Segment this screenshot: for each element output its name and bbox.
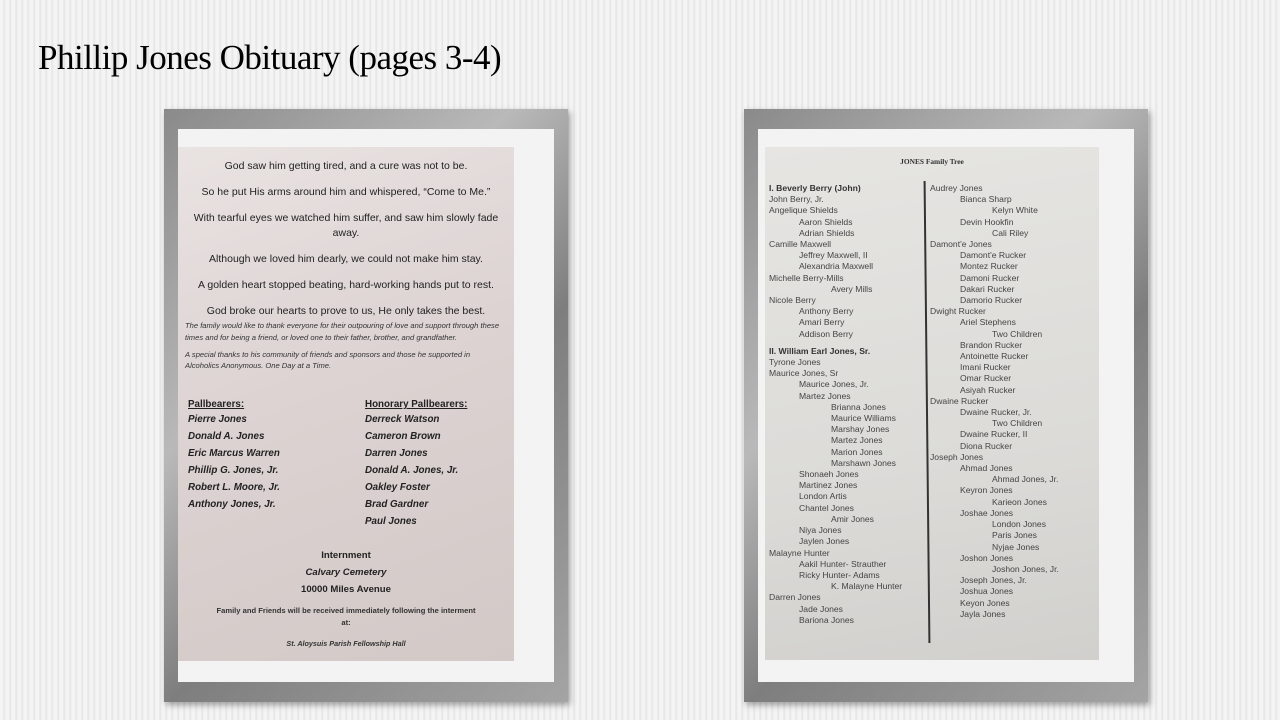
family-tree-entry: Kelyn White: [992, 205, 1038, 216]
family-tree-entry: Camille Maxwell: [769, 239, 832, 250]
thanks-paragraph: The family would like to thank everyone for their outpouring of love and support through these times and for being a friend, or loved one to their father, brother, and grandfather.: [185, 321, 500, 342]
honorary-pallbearers-heading: Honorary Pallbearers:: [365, 399, 468, 410]
family-tree-entry: Shonaeh Jones: [799, 469, 859, 480]
family-tree-entry: Keyron Jones: [960, 485, 1013, 496]
honorary-pallbearer-name: Cameron Brown: [365, 431, 441, 442]
pallbearers-heading: Pallbearers:: [188, 399, 245, 410]
family-tree-entry: Martinez Jones: [799, 480, 858, 491]
family-tree-entry: Ahmad Jones, Jr.: [992, 474, 1059, 485]
family-tree-entry: Dwaine Rucker, Jr.: [960, 407, 1032, 418]
family-tree-entry: Keyon Jones: [960, 597, 1010, 608]
family-tree-entry: Joseph Jones, Jr.: [960, 575, 1027, 586]
family-tree-entry: Jayla Jones: [960, 608, 1006, 619]
obituary-page-3-photo: [178, 147, 514, 661]
cemetery-name: Calvary Cemetery: [305, 567, 387, 578]
family-tree-entry: Two Children: [992, 418, 1043, 429]
family-tree-entry: Brandon Rucker: [960, 339, 1023, 350]
family-tree-entry: Bariona Jones: [799, 614, 854, 625]
reception-notice: [178, 605, 514, 628]
family-tree-entry: Joseph Jones: [930, 451, 984, 462]
family-tree-entry: Damont'e Rucker: [960, 250, 1027, 261]
family-tree-entry: Marshay Jones: [831, 424, 890, 435]
family-tree-entry: Paris Jones: [992, 530, 1037, 541]
family-tree-entry: Two Children: [992, 328, 1043, 339]
family-tree-entry: Damoni Rucker: [960, 272, 1020, 283]
family-tree-entry: Darren Jones: [769, 592, 821, 603]
family-tree-entry: Omar Rucker: [960, 373, 1012, 384]
family-tree-entry: K. Malayne Hunter: [831, 581, 903, 592]
family-tree-entry: Antoinette Rucker: [960, 351, 1029, 362]
family-tree-entry: Michelle Berry-Mills: [769, 272, 844, 283]
family-tree-entry: Joshae Jones: [960, 507, 1014, 518]
acknowledgements: [185, 320, 505, 377]
reception-venue: St. Aloysuis Parish Fellowship Hall: [286, 639, 406, 648]
internment-block: [178, 547, 514, 598]
pallbearers-list: [188, 399, 280, 516]
family-tree-entry: Niya Jones: [799, 525, 842, 536]
pallbearer-name: Pierre Jones: [188, 414, 247, 425]
family-tree-entry: Aakil Hunter- Strauther: [799, 558, 887, 569]
family-tree-entry: Marion Jones: [831, 446, 883, 457]
family-tree-entry: Jade Jones: [799, 603, 843, 614]
family-tree-entry: London Artis: [799, 491, 847, 502]
family-tree-entry: Amari Berry: [799, 317, 845, 328]
family-tree-entry: Devin Hookfin: [960, 216, 1014, 227]
family-tree-title: JONES Family Tree: [900, 157, 964, 166]
family-tree-entry: I. Beverly Berry (John): [769, 183, 861, 193]
family-tree-entry: Jaylen Jones: [799, 536, 850, 547]
family-tree-entry: Adrian Shields: [799, 227, 855, 238]
family-tree-entry: Alexandria Maxwell: [799, 261, 874, 272]
family-tree-entry: Damorio Rucker: [960, 295, 1023, 306]
family-tree-column-2: [930, 183, 1059, 620]
family-tree-entry: Nyjae Jones: [992, 541, 1040, 552]
honorary-pallbearers-list: [365, 399, 467, 533]
honorary-pallbearer-name: Oakley Foster: [365, 482, 430, 493]
pallbearer-name: Eric Marcus Warren: [188, 448, 280, 459]
reception-line: Family and Friends will be received immediately following the interment: [216, 606, 476, 615]
honorary-pallbearer-name: Derreck Watson: [365, 414, 440, 425]
family-tree-column-1: [769, 183, 902, 626]
internment-label: Internment: [321, 550, 371, 561]
honorary-pallbearer-name: Donald A. Jones, Jr.: [365, 465, 459, 476]
cemetery-address: 10000 Miles Avenue: [301, 584, 391, 595]
family-tree-entry: John Berry, Jr.: [769, 194, 824, 205]
reception-at: at:: [341, 617, 351, 627]
family-tree-entry: Dwaine Rucker, II: [960, 429, 1028, 440]
family-tree-entry: Malayne Hunter: [769, 547, 830, 558]
slide-title: Phillip Jones Obituary (pages 3-4): [38, 38, 502, 77]
family-tree-entry: Maurice Jones, Jr.: [799, 379, 869, 390]
poem-line: A golden heart stopped beating, hard-working hands put to rest.: [198, 278, 494, 291]
family-tree-entry: Marshawn Jones: [831, 457, 896, 468]
family-tree-entry: Karieon Jones: [992, 496, 1047, 507]
family-tree-entry: Joshua Jones: [960, 586, 1014, 597]
honorary-pallbearer-name: Paul Jones: [365, 516, 417, 527]
family-tree-photo: [765, 147, 1099, 660]
honorary-pallbearer-name: Brad Gardner: [365, 499, 429, 510]
family-tree-entry: Avery Mills: [831, 283, 873, 294]
obituary-page-3-frame: [164, 109, 568, 702]
family-tree-entry: Bianca Sharp: [960, 194, 1012, 205]
family-tree-entry: Ricky Hunter- Adams: [799, 569, 880, 580]
family-tree-entry: Damont'e Jones: [930, 239, 992, 250]
poem-line: With tearful eyes we watched him suffer, and saw him slowly fade away.: [193, 211, 499, 240]
pallbearer-name: Donald A. Jones: [188, 431, 265, 442]
family-tree-entry: II. William Earl Jones, Sr.: [769, 345, 871, 356]
pallbearer-name: Anthony Jones, Jr.: [188, 499, 276, 510]
pallbearer-name: Phillip G. Jones, Jr.: [188, 465, 279, 476]
poem: [178, 159, 514, 329]
family-tree-entry: Maurice Jones, Sr: [769, 368, 839, 379]
family-tree-entry: Addison Berry: [799, 328, 853, 339]
family-tree-entry: London Jones: [992, 519, 1046, 530]
honorary-pallbearer-name: Darren Jones: [365, 448, 428, 459]
family-tree-entry: Nicole Berry: [769, 295, 816, 306]
family-tree-entry: Martez Jones: [831, 435, 883, 446]
family-tree-entry: Montez Rucker: [960, 261, 1018, 272]
family-tree-entry: Dakari Rucker: [960, 283, 1015, 294]
family-tree-entry: Dwight Rucker: [930, 306, 986, 317]
family-tree-entry: Maurice Williams: [831, 413, 896, 424]
family-tree-entry: Imani Rucker: [960, 362, 1011, 373]
poem-line: Although we loved him dearly, we could not make him stay.: [209, 253, 483, 265]
family-tree-entry: Joshon Jones: [960, 552, 1014, 563]
poem-line: So he put His arms around him and whispered, “Come to Me.”: [201, 185, 491, 198]
family-tree-page-4-frame: [744, 109, 1148, 702]
family-tree-entry: Brianna Jones: [831, 401, 886, 412]
family-tree-entry: Amir Jones: [831, 513, 874, 524]
family-tree-entry: Aaron Shields: [799, 216, 853, 227]
family-tree-entry: Ahmad Jones: [960, 463, 1013, 474]
family-tree-entry: Anthony Berry: [799, 306, 854, 317]
family-tree-entry: Asiyah Rucker: [960, 384, 1016, 395]
poem-line: God saw him getting tired, and a cure was not to be.: [224, 160, 468, 172]
family-tree-entry: Cali Riley: [992, 227, 1029, 238]
family-tree-entry: Audrey Jones: [930, 183, 983, 193]
family-tree-entry: Chantel Jones: [799, 502, 854, 513]
family-tree-entry: Joshon Jones, Jr.: [992, 563, 1059, 574]
poem-line: God broke our hearts to prove to us, He only takes the best.: [206, 304, 486, 317]
family-tree-entry: Tyrone Jones: [769, 357, 821, 368]
family-tree-entry: Martez Jones: [799, 390, 851, 401]
family-tree-entry: Jeffrey Maxwell, II: [799, 250, 868, 261]
special-thanks-paragraph: A special thanks to his community of friends and sponsors and those he supported in Alcoholics Anonymous. One Day at a Time.: [185, 349, 471, 371]
family-tree-entry: Ariel Stephens: [960, 317, 1016, 328]
family-tree-entry: Diona Rucker: [960, 440, 1013, 451]
family-tree-entry: Dwaine Rucker: [930, 395, 989, 406]
pallbearer-name: Robert L. Moore, Jr.: [188, 482, 280, 493]
family-tree-entry: Angelique Shields: [769, 205, 838, 216]
